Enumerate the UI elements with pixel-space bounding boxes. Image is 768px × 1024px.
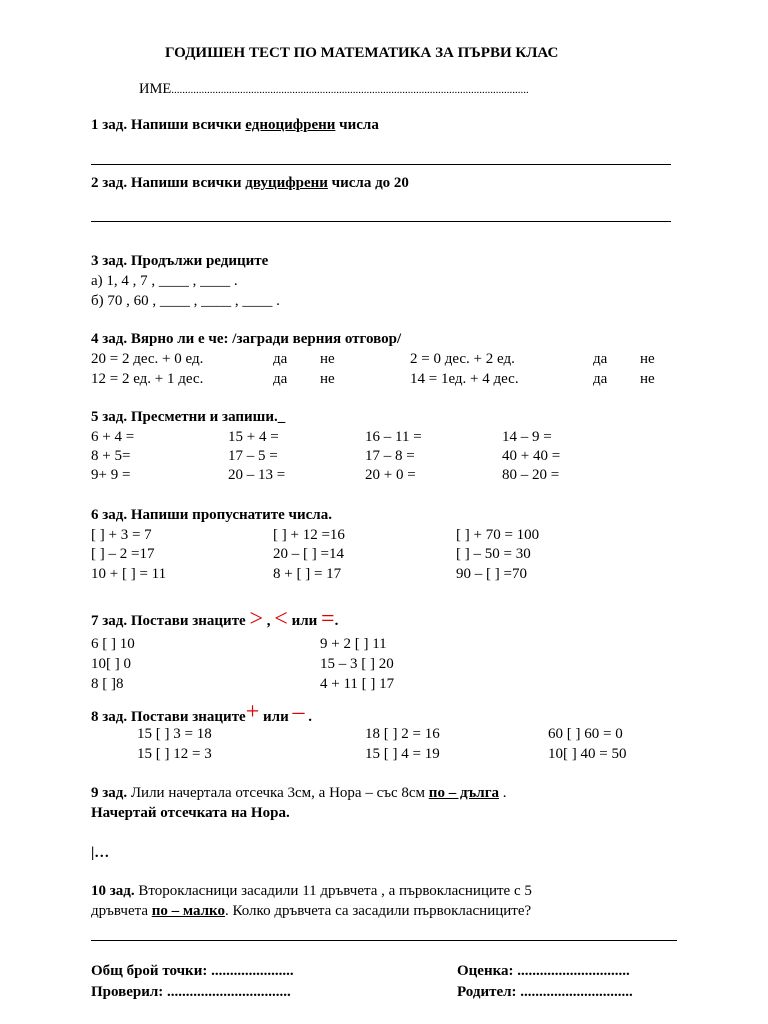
task-7-r2-c1: 10[ ] 0 bbox=[91, 656, 131, 672]
task-6-r3-c2: 8 + [ ] = 17 bbox=[273, 566, 342, 582]
task-4-r2-no[interactable]: не bbox=[320, 371, 335, 387]
task-1-answer-line[interactable] bbox=[91, 164, 671, 165]
task-6-r2-c2: 20 – [ ] =14 bbox=[273, 546, 344, 562]
task-6-r2-c1: [ ] – 2 =17 bbox=[91, 546, 155, 562]
task-2-keyword: двуцифрени bbox=[245, 175, 328, 191]
task-9-keyword: по – дълга bbox=[428, 785, 499, 801]
page-title: ГОДИШЕН ТЕСТ ПО МАТЕМАТИКА ЗА ПЪРВИ КЛАС bbox=[165, 45, 559, 61]
task-4-r2-c2: 14 = 1ед. + 4 дес. bbox=[410, 371, 519, 387]
task-8-r1-c2: 18 [ ] 2 = 16 bbox=[365, 726, 440, 742]
task-8-r2-c1: 15 [ ] 12 = 3 bbox=[137, 746, 212, 762]
task-5-r2-c3: 17 – 8 = bbox=[365, 448, 415, 464]
task-4-r1-c2: 2 = 0 дес. + 2 ед. bbox=[410, 351, 515, 367]
total-points: Общ брой точки: ...................... bbox=[91, 963, 294, 979]
task-7-r2-c2: 15 – 3 [ ] 20 bbox=[320, 656, 394, 672]
task-5-r1-c4: 14 – 9 = bbox=[502, 429, 552, 445]
task-10-text: 10 зад. Второкласници засадили 11 дръвчета , а първокласниците с 5 bbox=[91, 883, 532, 899]
task-7-heading: 7 зад. Постави знаците > , < или =. bbox=[91, 606, 339, 632]
task-6-r3-c3: 90 – [ ] =70 bbox=[456, 566, 527, 582]
task-10-answer-line[interactable] bbox=[91, 940, 677, 941]
task-5-r3-c3: 20 + 0 = bbox=[365, 467, 416, 483]
task-8-r2-c2: 15 [ ] 4 = 19 bbox=[365, 746, 440, 762]
task-8-r2-c3: 10[ ] 40 = 50 bbox=[548, 746, 627, 762]
task-3-row-a: а) 1, 4 , 7 , ____ , ____ . bbox=[91, 273, 238, 289]
task-2-answer-line[interactable] bbox=[91, 221, 671, 222]
task-3-heading: 3 зад. Продължи редиците bbox=[91, 253, 269, 269]
name-label: ИМЕ bbox=[139, 81, 172, 97]
task-10-label: 10 зад. bbox=[91, 883, 135, 899]
task-4-r1-yes[interactable]: да bbox=[273, 351, 288, 367]
task-5-r2-c2: 17 – 5 = bbox=[228, 448, 278, 464]
task-4-r1-c1: 20 = 2 дес. + 0 ед. bbox=[91, 351, 204, 367]
task-5-r1-c1: 6 + 4 = bbox=[91, 429, 135, 445]
task-5-r3-c2: 20 – 13 = bbox=[228, 467, 286, 483]
task-6-heading: 6 зад. Напиши пропуснатите числа. bbox=[91, 507, 332, 523]
grade: Оценка: .............................. bbox=[457, 963, 630, 979]
task-8-r1-c1: 15 [ ] 3 = 18 bbox=[137, 726, 212, 742]
task-5-r1-c2: 15 + 4 = bbox=[228, 429, 279, 445]
parent: Родител: .............................. bbox=[457, 984, 633, 1000]
greater-than-sign: > bbox=[249, 606, 264, 632]
task-4-heading: 4 зад. Вярно ли е че: /загради верния отговор/ bbox=[91, 331, 402, 347]
task-4-r1-no[interactable]: не bbox=[320, 351, 335, 367]
task-8-heading: 8 зад. Постави знаците+ или – . bbox=[91, 699, 312, 725]
task-5-r3-c1: 9+ 9 = bbox=[91, 467, 131, 483]
task-3-row-b: б) 70 , 60 , ____ , ____ , ____ . bbox=[91, 293, 280, 309]
task-5-heading: 5 зад. Пресметни и запиши._ bbox=[91, 409, 286, 425]
task-5-r3-c4: 80 – 20 = bbox=[502, 467, 560, 483]
task-4-r2-c1: 12 = 2 ед. + 1 дес. bbox=[91, 371, 204, 387]
task-10-keyword: по – малко bbox=[151, 903, 225, 919]
equals-sign: = bbox=[321, 606, 335, 632]
task-10-text-line-2: дръвчета по – малко. Колко дръвчета са засадили първокласниците? bbox=[91, 903, 532, 919]
task-4-r1-no-2[interactable]: не bbox=[640, 351, 655, 367]
task-5-r1-c3: 16 – 11 = bbox=[365, 429, 422, 445]
task-9-text: 9 зад. Лили начертала отсечка 3см, а Нора – със 8см по – дълга . bbox=[91, 785, 507, 801]
checked-by: Проверил: ................................. bbox=[91, 984, 291, 1000]
task-4-r1-yes-2[interactable]: да bbox=[593, 351, 608, 367]
task-5-r2-c1: 8 + 5= bbox=[91, 448, 131, 464]
name-dots: .................................................................................................................................. bbox=[171, 84, 529, 96]
task-5-r2-c4: 40 + 40 = bbox=[502, 448, 561, 464]
task-1-heading: 1 зад. Напиши всички едноцифрени числа bbox=[91, 117, 379, 133]
task-9-instruction: Начертай отсечката на Нора. bbox=[91, 805, 290, 821]
task-7-r3-c1: 8 [ ]8 bbox=[91, 676, 124, 692]
task-8-r1-c3: 60 [ ] 60 = 0 bbox=[548, 726, 623, 742]
less-than-sign: < bbox=[274, 606, 288, 632]
task-4-r2-yes[interactable]: да bbox=[273, 371, 288, 387]
minus-sign: – bbox=[292, 699, 305, 725]
task-7-r1-c1: 6 [ ] 10 bbox=[91, 636, 135, 652]
task-6-r3-c1: 10 + [ ] = 11 bbox=[91, 566, 167, 582]
name-field[interactable] bbox=[139, 82, 529, 97]
task-6-r1-c2: [ ] + 12 =16 bbox=[273, 527, 345, 543]
task-6-r1-c3: [ ] + 70 = 100 bbox=[456, 527, 540, 543]
task-7-r1-c2: 9 + 2 [ ] 11 bbox=[320, 636, 387, 652]
task-4-r2-yes-2[interactable]: да bbox=[593, 371, 608, 387]
task-4-r2-no-2[interactable]: не bbox=[640, 371, 655, 387]
task-6-r1-c1: [ ] + 3 = 7 bbox=[91, 527, 152, 543]
plus-sign: + bbox=[245, 699, 260, 725]
task-9-label: 9 зад. bbox=[91, 785, 128, 801]
task-7-r3-c2: 4 + 11 [ ] 17 bbox=[320, 676, 395, 692]
task-6-r2-c3: [ ] – 50 = 30 bbox=[456, 546, 531, 562]
task-1-keyword: едноцифрени bbox=[245, 117, 336, 133]
task-9-drawing-mark[interactable]: |… bbox=[91, 845, 110, 861]
task-2-heading: 2 зад. Напиши всички двуцифрени числа до 20 bbox=[91, 175, 409, 191]
